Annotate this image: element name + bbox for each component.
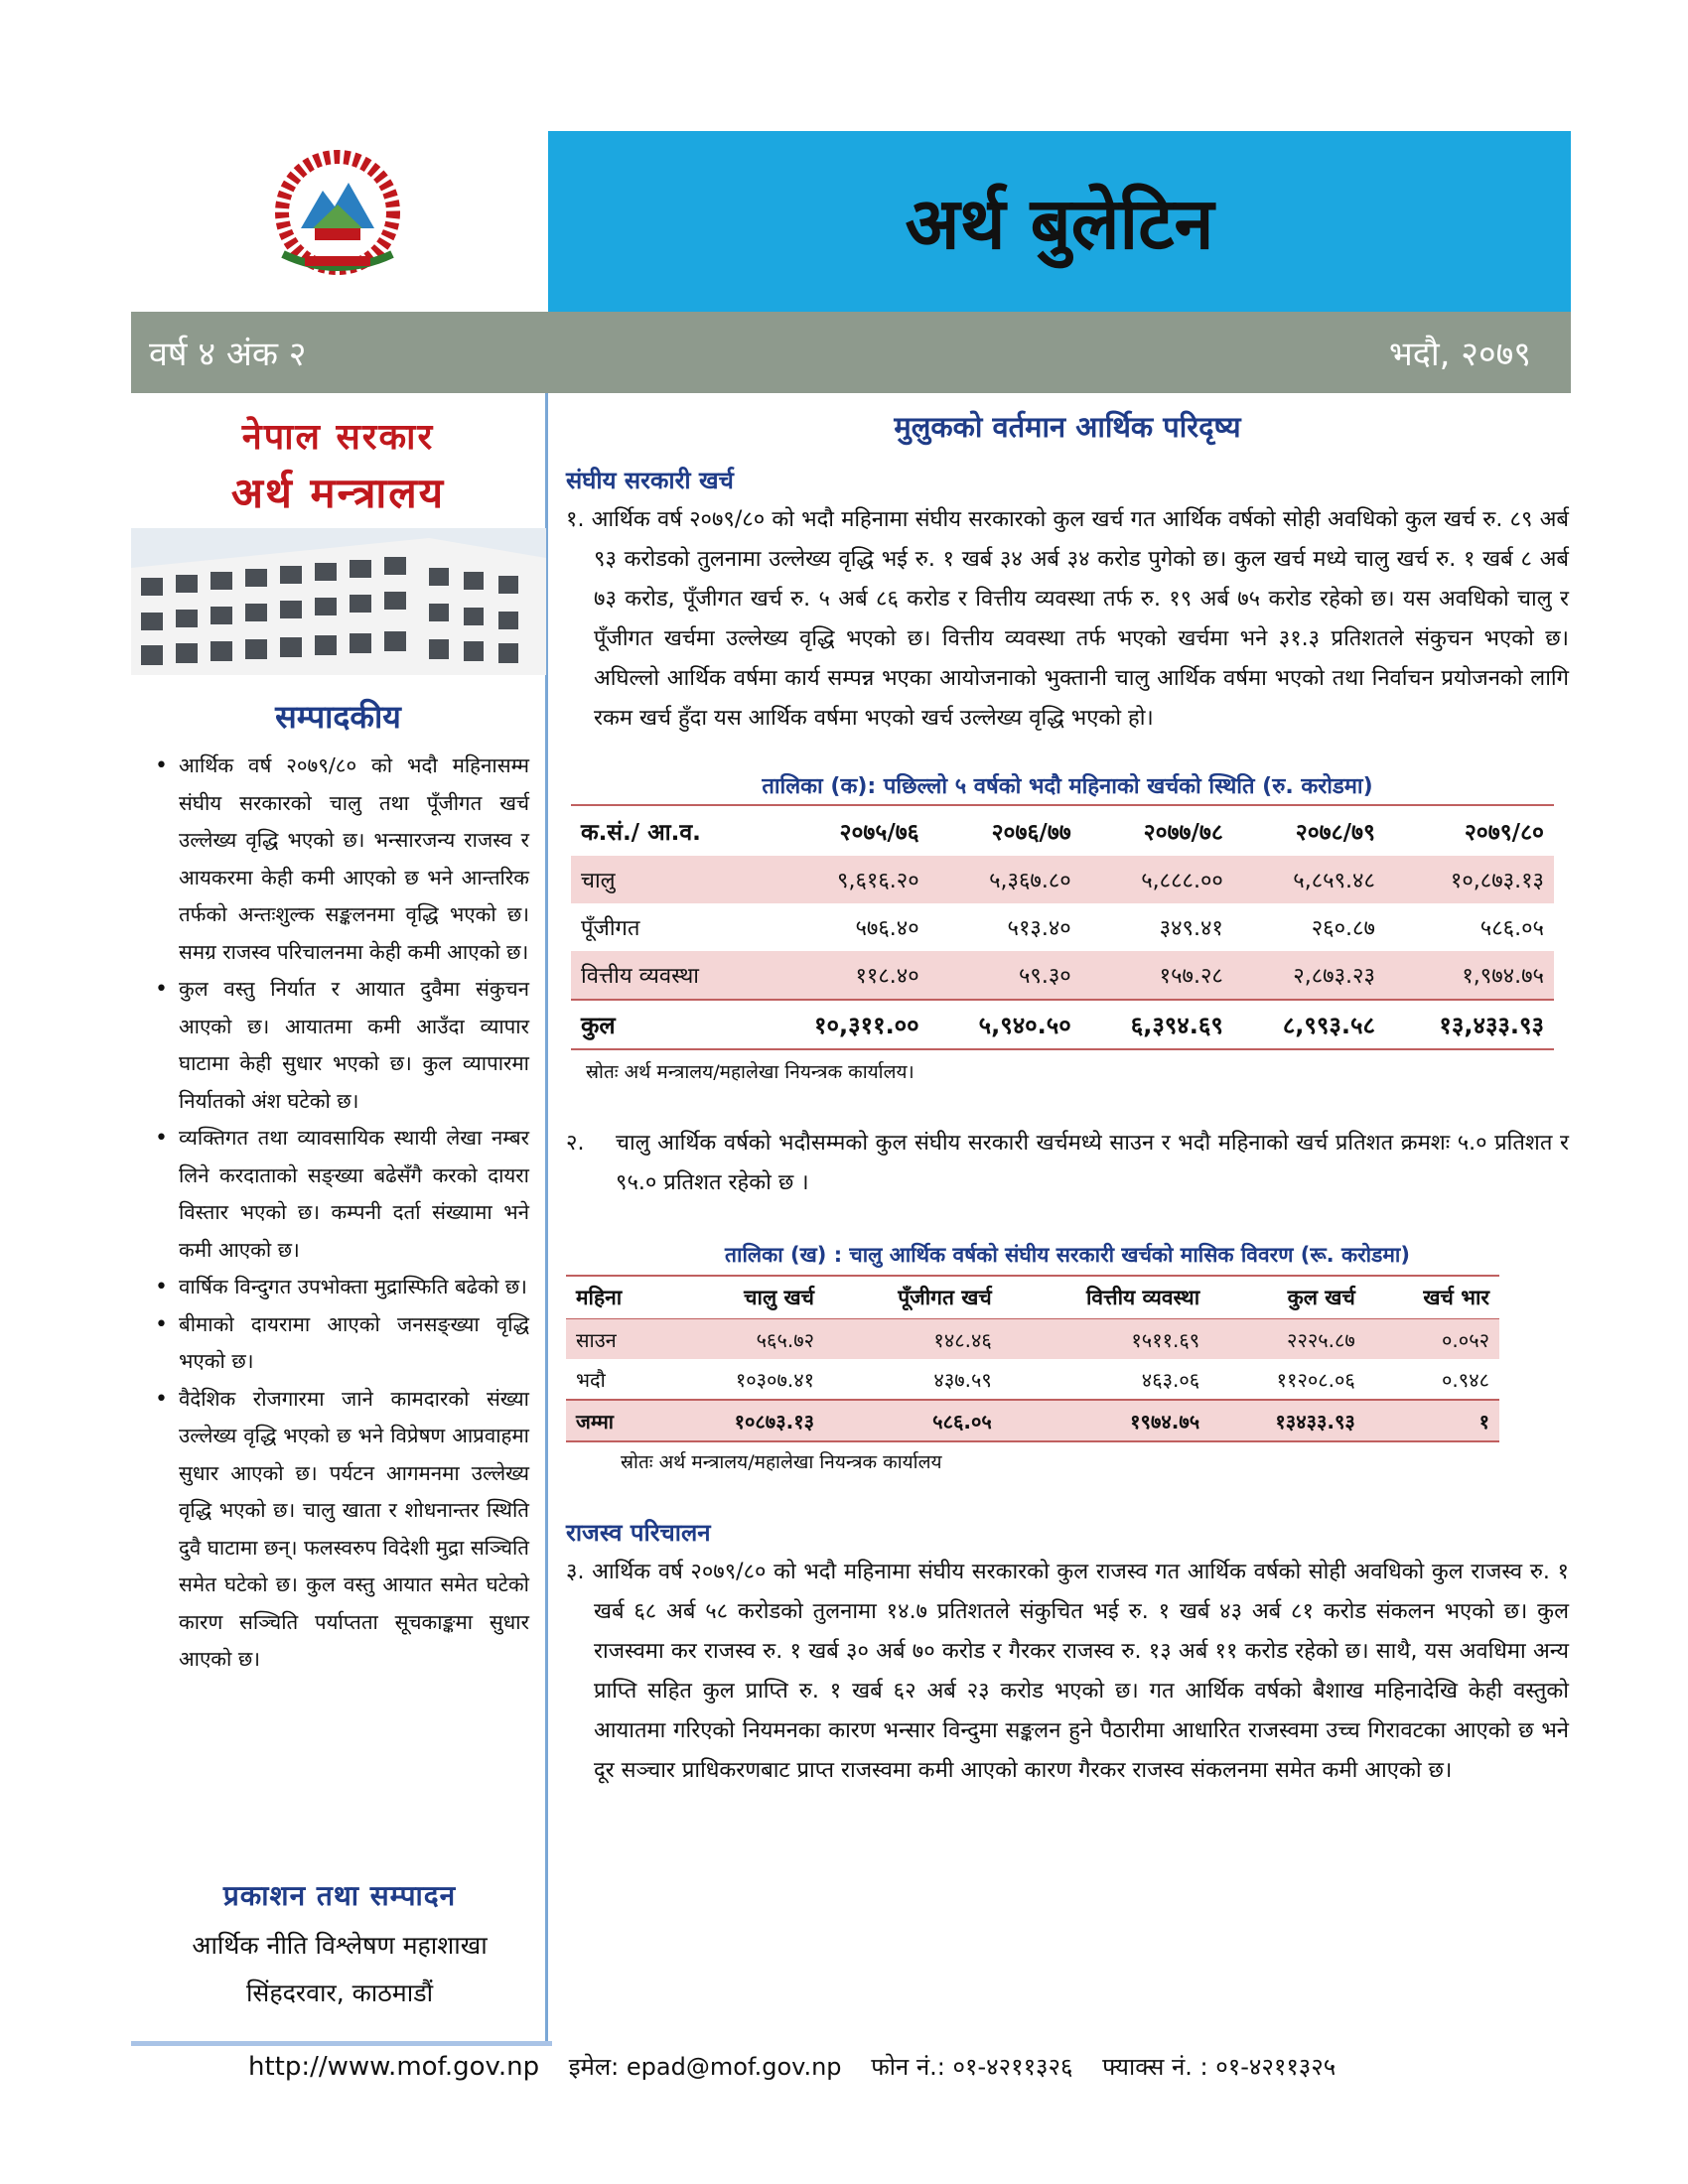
table1-source: स्रोतः अर्थ मन्त्रालय/महालेखा नियन्त्रक कार्यालय। [586, 1061, 914, 1083]
table-total-row [571, 1000, 1554, 1049]
table-cell: २,८७३.२३ [1233, 951, 1385, 1000]
table-cell: पूँजीगत [581, 916, 640, 941]
table-cell: कुल [571, 1000, 761, 1049]
government-emblem [253, 147, 422, 286]
table-cell: २२२५.८७ [1209, 1319, 1365, 1360]
issue-date: भदौ, २०७९ [1388, 335, 1531, 374]
column-header: चालु खर्च [668, 1276, 824, 1319]
table-cell: ५,८८८.०० [1081, 856, 1233, 903]
table-row [566, 1319, 1499, 1360]
phone-contact: फोन नं.: ०१-४२११३२६ [871, 2053, 1073, 2081]
expenditure-5yr-table [571, 804, 1554, 1050]
org-name-line1: नेपाल सरकार [241, 416, 435, 458]
table-cell: ११८.४० [761, 951, 929, 1000]
section-title: मुलुकको वर्तमान आर्थिक परिदृष्य [894, 410, 1241, 444]
table-cell: ५८६.०५ [824, 1400, 1002, 1441]
organization-block [131, 393, 545, 520]
table-cell: ५६५.७२ [668, 1319, 824, 1360]
table-cell: चालु [571, 856, 761, 903]
column-header: वित्तीय व्यवस्था [1002, 1276, 1209, 1319]
column-header: २०७६/७७ [929, 805, 1081, 856]
fax-contact: फ्याक्स नं. : ०१-४२११३२५ [1102, 2053, 1336, 2081]
title-band [548, 131, 1571, 312]
table-cell: ५,९४०.५० [929, 1000, 1081, 1049]
sidebar [131, 393, 548, 2041]
main-content [566, 407, 1569, 1791]
subheading-expenditure: संघीय सरकारी खर्च [566, 467, 734, 494]
bulletin-title: अर्थ बुलेटिन [905, 181, 1214, 265]
table-row [571, 856, 1554, 903]
column-header: पूँजीगत खर्च [824, 1276, 1002, 1319]
table-row [571, 903, 1554, 951]
paragraph-2-number: २. [566, 1131, 585, 1156]
table-row [566, 1359, 1499, 1400]
table-cell: ०.९४८ [1442, 1367, 1489, 1392]
publication-division: आर्थिक नीति विश्लेषण महाशाखा [192, 1931, 488, 1960]
paragraph-2-text: चालु आर्थिक वर्षको भदौसम्मको कुल संघीय सरकारी खर्चमध्ये साउन र भदौ महिनाको खर्च प्रतिशत क्रमशः ५.० प्रतिशत र ९५.० प्रतिशत रहेको छ । [616, 1131, 1569, 1195]
table-cell: जम्मा [566, 1400, 668, 1441]
table-cell: ३४९.४१ [1159, 916, 1223, 941]
paragraph-1: १. आर्थिक वर्ष २०७९/८० को भदौ महिनामा संघीय सरकारको कुल खर्च गत आर्थिक वर्षको सोही अवधिको कुल खर्च रु. ८९ अर्ब ९३ करोडको तुलनामा उल्लेख्य वृद्धि भई रु. १ खर्ब ३४ अर्ब ३४ करोड पुगेको छ। कुल खर्च मध्ये चालु खर्च रु. १ खर्ब ८ अर्ब ७३ करोड, पूँजीगत खर्च रु. ५ अर्ब ८६ करोड र वित्तीय व्यवस्था तर्फ रु. १९ अर्ब ७५ करोड रहेको छ। यस अवधिको चालु र पूँजीगत खर्चमा उल्लेख्य वृद्धि भएको छ। वित्तीय व्यवस्था तर्फ भएको खर्चमा भने ३१.३ प्रतिशतले संकुचन भएको छ। अघिल्लो आर्थिक वर्षमा कार्य सम्पन्न भएका आयोजनाको भुक्तानी चालु आर्थिक वर्षमा भएको तथा निर्वाचन प्रयोजनको लागि रकम खर्च हुँदा यस आर्थिक वर्षमा भएको खर्च उल्लेख्य वृद्धि भएको हो। [566, 507, 1569, 731]
table-cell: साउन [566, 1319, 668, 1360]
editorial-point: • व्यक्तिगत तथा व्यावसायिक स्थायी लेखा नम्बर लिने करदाताको सङ्ख्या बढेसँगै करको दायरा विस्तार भएको छ। कम्पनी दर्ता संख्यामा भने कमी आएको छ। [149, 1120, 529, 1269]
issue-number: वर्ष ४ अंक २ [149, 335, 307, 374]
divider [131, 2041, 552, 2046]
table-cell: १५११.६९ [1002, 1319, 1209, 1360]
editorial-list [131, 748, 545, 1679]
column-header: २०७७/७८ [1081, 805, 1233, 856]
table-cell: ५८६.०५ [1479, 916, 1544, 941]
table-cell: ५,३६७.८० [929, 856, 1081, 903]
table-cell: १९७४.७५ [1002, 1400, 1209, 1441]
table-cell: ५१३.४० [1007, 916, 1071, 941]
table1-caption: तालिका (क): पछिल्लो ५ वर्षको भदौ महिनाको खर्चको स्थिति (रु. करोडमा) [762, 774, 1373, 799]
column-header: कुल खर्च [1209, 1276, 1365, 1319]
table-cell: १०८७३.१३ [668, 1400, 824, 1441]
table-cell: ९,६१६.२० [761, 856, 929, 903]
table-total-row [566, 1400, 1499, 1441]
table-cell: २६०.८७ [1311, 916, 1375, 941]
table-cell: १३४३३.९३ [1209, 1400, 1365, 1441]
editorial-heading: सम्पादकीय [275, 698, 401, 736]
publication-heading: प्रकाशन तथा सम्पादन [222, 1879, 457, 1912]
org-name-line2: अर्थ मन्त्रालय [230, 469, 446, 517]
column-header: २०७८/७९ [1233, 805, 1385, 856]
issue-band [131, 312, 1571, 393]
table-cell: १५७.२८ [1081, 951, 1233, 1000]
website-link[interactable]: http://www.mof.gov.np [248, 2052, 540, 2082]
table-cell: १ [1365, 1400, 1499, 1441]
table-cell: १३,४३३.९३ [1385, 1000, 1554, 1049]
table-cell: ०.०५२ [1365, 1319, 1499, 1360]
table-cell: ४६३.०६ [1141, 1367, 1200, 1392]
column-header: २०७९/८० [1385, 805, 1554, 856]
paragraph-2 [566, 1124, 1569, 1203]
column-header: क.सं./ आ.व. [571, 805, 761, 856]
ministry-building-image [131, 528, 546, 675]
monthly-expenditure-table [566, 1275, 1499, 1442]
editorial-point: • कुल वस्तु निर्यात र आयात दुवैमा संकुचन आएको छ। आयातमा कमी आउँदा व्यापार घाटामा केही सुधार भएको छ। कुल व्यापारमा निर्यातको अंश घटेको छ। [149, 971, 529, 1120]
table-cell: वित्तीय व्यवस्था [571, 951, 761, 1000]
table-cell: १०३०७.४१ [735, 1367, 815, 1392]
table-cell: ८,९९३.५८ [1233, 1000, 1385, 1049]
footer [248, 2050, 1539, 2083]
email-contact[interactable]: इमेल: epad@mof.gov.np [568, 2053, 842, 2081]
table-cell: ५९.३० [929, 951, 1081, 1000]
subheading-revenue: राजस्व परिचालन [566, 1519, 711, 1547]
table2-source: स्रोतः अर्थ मन्त्रालय/महालेखा नियन्त्रक कार्यालय [621, 1451, 942, 1473]
publication-address: सिंहदरवार, काठमाडौं [245, 1979, 434, 2007]
table-cell: १,९७४.७५ [1385, 951, 1554, 1000]
table-header-row [566, 1276, 1499, 1319]
table2-caption: तालिका (ख) : चालु आर्थिक वर्षको संघीय सरकारी खर्चको मासिक विवरण (रू. करोडमा) [725, 1243, 1410, 1267]
table-cell: ११२०८.०६ [1276, 1367, 1355, 1392]
table-cell: ६,३९४.६९ [1081, 1000, 1233, 1049]
editorial-point: • वार्षिक विन्दुगत उपभोक्ता मुद्रास्फिति बढेको छ। [149, 1269, 529, 1306]
editorial-point: • वैदेशिक रोजगारमा जाने कामदारको संख्या उल्लेख्य वृद्धि भएको छ भने विप्रेषण आप्रवाहमा सुधार आएको छ। पर्यटन आगमनमा उल्लेख्य वृद्धि भएको छ। चालु खाता र शोधनान्तर स्थिति दुवै घाटामा छन्। फलस्वरुप विदेशी मुद्रा सञ्चिति समेत घटेको छ। कुल वस्तु आयात समेत घटेको कारण सञ्चिति पर्याप्तता सूचकाङ्कमा सुधार आएको छ। [149, 1381, 529, 1679]
publication-block [131, 1876, 548, 2009]
column-header: २०७५/७६ [761, 805, 929, 856]
table-cell: १०,८७३.१३ [1385, 856, 1554, 903]
column-header: खर्च भार [1365, 1276, 1499, 1319]
table-cell: ५७६.४० [855, 916, 919, 941]
table-header-row [571, 805, 1554, 856]
table-cell: ४३७.५९ [933, 1367, 992, 1392]
paragraph-3: ३. आर्थिक वर्ष २०७९/८० को भदौ महिनामा संघीय सरकारको कुल राजस्व गत आर्थिक वर्षको सोही अवधिको कुल राजस्व रु. १ खर्ब ६८ अर्ब ५८ करोडको तुलनामा १४.७ प्रतिशतले संकुचित भई रु. १ खर्ब ४३ अर्ब ८१ करोड संकलन भएको छ। कुल राजस्वमा कर राजस्व रु. १ खर्ब ३० अर्ब ७० करोड र गैरकर राजस्व रु. १३ अर्ब ११ करोड रहेको छ। साथै, यस अवधिमा अन्य प्राप्ति सहित कुल प्राप्ति रु. १ खर्ब ६२ अर्ब २३ करोड भएको छ। गत आर्थिक वर्षको बैशाख महिनादेखि केही वस्तुको आयातमा गरिएको नियमनका कारण भन्सार विन्दुमा सङ्कलन हुने पैठारीमा आधारित राजस्वमा उच्च गिरावटका आएको छ भने दूर सञ्चार प्राधिकरणबाट प्राप्त राजस्वमा कमी आएको कारण गैरकर राजस्व संकलनमा समेत कमी आएको छ। [566, 1560, 1570, 1783]
table-cell: भदौ [576, 1367, 606, 1392]
table-cell: १४८.४६ [824, 1319, 1002, 1360]
column-header: महिना [566, 1276, 668, 1319]
table-cell: १०,३११.०० [761, 1000, 929, 1049]
editorial-point: • बीमाको दायरामा आएको जनसङ्ख्या वृद्धि भएको छ। [149, 1306, 529, 1381]
table-cell: ५,८५९.४८ [1233, 856, 1385, 903]
editorial-point: • आर्थिक वर्ष २०७९/८० को भदौ महिनासम्म संघीय सरकारको चालु तथा पूँजीगत खर्च उल्लेख्य वृद्धि भएको छ। भन्सारजन्य राजस्व र आयकरमा केही कमी आएको छ भने आन्तरिक तर्फको अन्तःशुल्क सङ्कलनमा वृद्धि भएको छ। समग्र राजस्व परिचालनमा केही कमी आएको छ। [149, 748, 529, 971]
table-row [571, 951, 1554, 1000]
